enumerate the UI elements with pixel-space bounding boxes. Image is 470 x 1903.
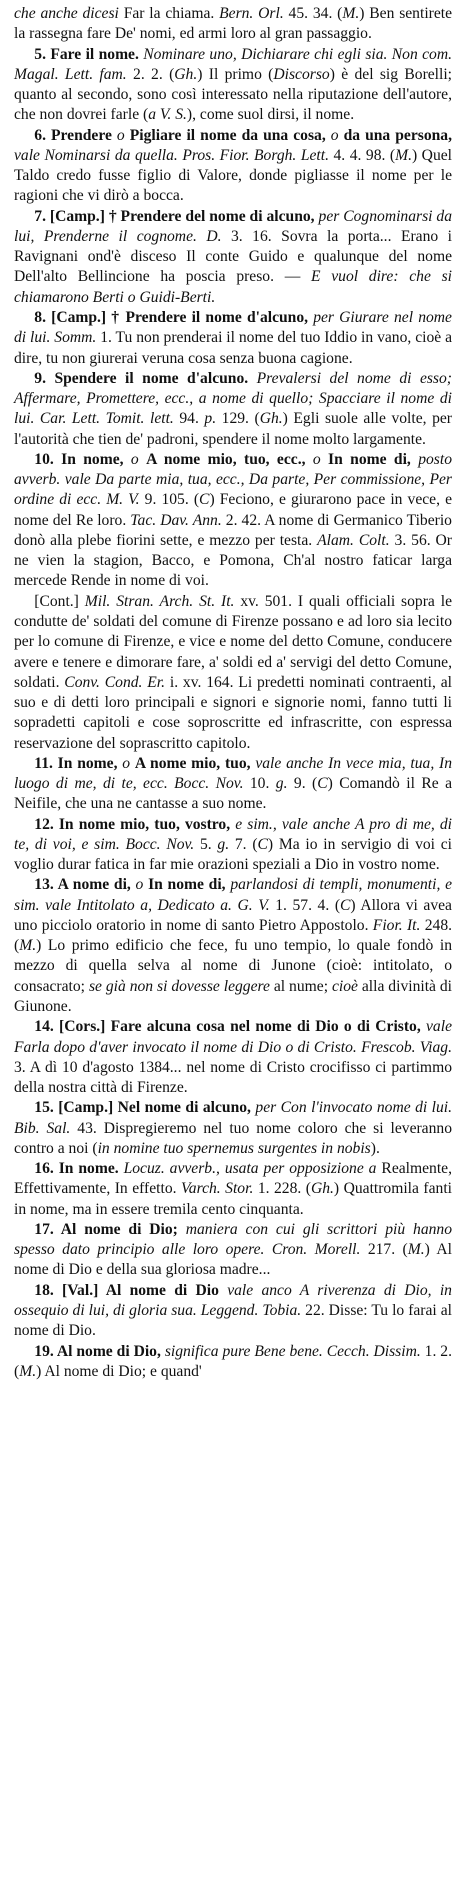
entry-headword: 17. Al nome di Dio; [34,1220,178,1238]
italic-text: vale anche In vece mia, tua, In luogo di me, di te, ecc. Bocc. Nov. [14,754,452,793]
entry-headword: 15. [Camp.] Nel nome di alcuno, [34,1099,251,1117]
body-text: 9. 105. ( [139,491,200,509]
body-text [219,1282,227,1299]
body-text: alla divinità di Giunone. [14,977,453,1016]
italic-text: E vuol dire: che si chiamarono Berti o Guidi-Berti. [14,268,452,306]
entry-headword: 8. [Camp.] † Prendere il nome d'alcuno, [34,308,309,326]
dictionary-entry [14,1281,452,1342]
body-text: 2. 2. ( [126,65,175,83]
dictionary-entry [14,754,452,815]
dictionary-entry [14,369,452,450]
body-text: 3. A dì 10 d'agosto 1384... nel nome di Cristo crocifisso ci partimmo della nostra città di Firenze. [14,1058,452,1097]
italic-text: parlandosi di templi, monumenti, e sim. vale Intitolato a, Dedicato a. G. V. [14,876,453,914]
body-text: 22. Disse: Tu lo farai al nome di Dio. [14,1302,452,1340]
italic-text: per Giurare nel nome di lui. Somm. [14,308,452,347]
italic-text: vale Farla dopo d'aver invocato il nome di Dio o di Cristo. Frescob. Viag. [14,1018,452,1056]
dictionary-entry [14,592,452,754]
italic-text: Prevalersi del nome di esso; Affermare, Promettere, ecc., a nome di quello; Spacciare il nome di lui. Car. Lett. Tomit. lett. [14,369,452,428]
body-text: 7. ( [229,835,258,853]
body-text: 3. 16. Sovra la porta... Erano i Ravignani ond'è disceso Il conte Guido e qualunque del nome Dell'alto Bellincione ha poscia preso. — [14,227,452,286]
italic-text: C [317,775,328,793]
body-text: al nume; [269,977,332,995]
italic-text: vale Nominarsi da quella. Pros. Fior. Borgh. Lett. [14,146,329,164]
body-text: 10. [243,775,276,793]
italic-text: Nominare uno, Dichiarare chi egli sia. Non com. Magal. Lett. fam. [14,45,453,83]
body-text: 94. [173,410,205,428]
body-text: ) è del sig Borelli; quanto al secondo, sono così interessato nella riputazione dell'autore, che non dovrei farle ( [14,65,453,124]
body-text: ) Quattromila fanti in nome, ma in essere tremila cento cinquanta. [14,1180,452,1218]
entry-headword: In nome di, [328,450,411,468]
italic-text: g. [275,775,288,793]
entry-headword: 16. In nome. [34,1160,119,1178]
italic-text: Gh. [174,65,198,83]
italic-text: se già non si dovesse leggere [88,977,270,995]
italic-text: Conv. Cond. Er. [64,673,166,691]
italic-text: Gh. [259,410,283,428]
dictionary-entry [14,1220,452,1281]
italic-text: cioè [331,977,358,995]
italic-text: che anche dicesi [14,5,119,22]
body-text: ) Ma io in servigio di voi ci voglio durar fatica in far mie orazioni speziali a Dio in vostro nome. [14,835,453,874]
entry-headword: 18. [Val.] Al nome di Dio [34,1281,219,1299]
italic-text: vale anco A riverenza di Dio, in ossequio di lui, di gloria sua. Leggend. Tobia. [14,1281,452,1319]
dictionary-entry [14,45,452,126]
body-text: ) Lo primo edificio che fece, fu uno tempio, lo quale fondò in mezzo di quella selva al nome di Junone (cioè: intitolato, o consacrato; [14,937,452,995]
italic-text: posto avverb. vale Da parte mia, tua, ecc., Da parte, Per commissione, Per ordine di ecc. M. V. [14,450,452,509]
dictionary-entry [14,875,452,1017]
italic-text: Fior. It. [372,916,421,934]
body-text: 1. 228. ( [253,1180,311,1198]
body-text: 45. 34. ( [283,5,343,22]
italic-text: p. [204,410,217,428]
body-text: ). [370,1139,380,1157]
italic-text: g. [217,835,230,853]
dictionary-entry [14,1159,452,1220]
entry-headword: 11. In nome, [34,754,118,772]
italic-text: Locuz. avverb., usata per opposizione a [123,1160,377,1178]
italic-text: o [117,754,135,772]
entry-headword: 9. Spendere il nome d'alcuno. [34,369,249,387]
italic-text: maniera con cui gli scrittori più hanno spesso dato principio alle loro opere. Cron. Morell. [14,1220,453,1259]
dictionary-entry [14,126,452,207]
body-text: 217. ( [360,1241,408,1259]
entry-headword: Pigliare il nome da una cosa, [129,126,326,144]
body-text: Realmente, Effettivamente, In effetto. [14,1160,452,1198]
italic-text: in nomine tuo spernemus surgentes in nobis [97,1139,371,1157]
body-text: ) Al nome di Dio e della sua gloriosa madre... [14,1241,452,1279]
entry-headword: 7. [Camp.] † Prendere del nome di alcuno, [34,207,315,225]
italic-text: per Cognominarsi da lui, Prenderne il cognome. D. [14,207,452,245]
italic-text: C [257,835,268,853]
italic-text: M. [19,937,37,955]
entry-headword: 13. A nome di, [34,876,131,894]
body-text: 1. Tu non prenderai il nome del tuo Iddio in vano, cioè a dire, tu non giurerai veruna cosa senza buona cagione. [14,329,452,367]
dictionary-entry [14,815,452,876]
dictionary-entry [14,308,452,369]
body-text: 248. ( [14,916,453,955]
body-text: 1. 2. ( [14,1342,452,1380]
italic-text: o [305,450,329,468]
entry-headword: 10. In nome, [34,450,124,468]
body-text: ) Quel Taldo credo fusse figlio di Valore, donde pigliasse il nome per le ragioni che vi dirò a bocca. [14,146,452,205]
dictionary-entry [14,1098,452,1159]
italic-text: o [123,450,147,468]
entry-continuation [14,4,452,45]
italic-text: M. [19,1362,37,1380]
body-text: i. xv. 164. Li predetti nominati contraenti, al suo e di detti loro principali e signori e signorie nomi, fanno tutti li sopradetti capitoli e cose soproscritte ed infrascritte, con espressa reservazione del soprascritto capitolo. [14,673,452,752]
italic-text: o [111,126,130,144]
body-text: 1. 57. 4. ( [269,896,341,914]
italic-text: M. [407,1241,425,1259]
italic-text: Varch. Stor. [181,1180,254,1198]
entry-headword: 14. [Cors.] Fare alcuna cosa nel nome di Dio o di Cristo, [34,1018,421,1036]
italic-text: e sim., vale anche A pro di me, di te, di voi, e sim. Bocc. Nov. [14,815,452,853]
body-text [178,1221,186,1238]
italic-text: Mil. Stran. Arch. St. It. [84,592,235,610]
italic-text: C [340,896,351,914]
italic-text: Bern. Orl. [219,5,284,22]
body-text: 5. [194,835,218,853]
body-text: ) Comandò il Re a Neifile, che una ne cantasse a suo nome. [14,775,452,813]
italic-text: Gh. [310,1180,334,1198]
body-text: ) Feciono, e giurarono pace in vece, e nome del Re loro. [14,491,453,529]
italic-text: per Con l'invocato nome di lui. Bib. Sal. [14,1099,453,1137]
body-text: 3. 56. Or ne vien la stagion, Bacco, e Pomona, Ch'al nostro faticar larga mercede Rende in nome di voi. [14,531,453,590]
italic-text: M. [342,5,360,22]
dictionary-entry [14,207,452,308]
dictionary-entry [14,1342,452,1383]
body-text: Far la chiama. [118,5,220,22]
entry-headword: 5. Fare il nome. [34,45,139,63]
italic-text: Discorso [273,65,330,83]
italic-text: M. [395,146,412,164]
entry-headword: In nome di, [148,876,226,894]
body-text: [Cont.] [34,592,85,610]
entry-headword: A nome mio, tuo, ecc., [146,450,306,468]
dictionary-entry [14,450,452,592]
italic-text: Tac. Dav. Ann. [130,511,222,529]
body-text: xv. 501. I quali officiali sopra le condutte de' soldati del comune di Firenze possano e ad loro sia lecito per lo comune di Firenze, e vice e nome del detto Comune, conducere avere e tenere e dimorare fare, a' soldi ed a' servigi del detto Comune, soldati. [14,592,452,691]
body-text: ) Egli suole alle volte, per l'autorità che tien de' padroni, spendere il nome molto largamente. [14,410,452,448]
body-text: ), come suol dirsi, il nome. [186,106,355,124]
body-text: 4. 4. 98. ( [328,146,396,164]
italic-text: C [199,491,210,509]
italic-text: a V. S. [148,106,187,124]
body-text: ) Ben sentirete la rassegna fare De' nomi, ed armi loro al gran passaggio. [14,5,453,43]
entry-headword: da una persona, [343,126,452,144]
italic-text: Alam. Colt. [317,531,390,549]
entry-headword: 19. Al nome di Dio, [34,1342,161,1360]
body-text: ) Allora vi avea uno picciolo oratorio in nome di santo Pietro Appostolo. [14,896,452,934]
body-text: 43. Dispregieremo nel tuo nome coloro che si leveranno contro a noi ( [14,1119,452,1157]
body-text [248,370,257,387]
italic-text: significa pure Bene bene. Cecch. Dissim. [164,1342,421,1360]
body-text: 9. ( [287,775,318,793]
body-text: 2. 42. A nome di Germanico Tiberio donò alla plebe fiorini sette, e mezzo per testa. [14,511,452,549]
italic-text: o [325,126,344,144]
italic-text: o [130,876,149,894]
entry-headword: 6. Prendere [34,126,112,144]
entry-headword: 12. In nome mio, tuo, vostro, [34,815,231,833]
entry-headword: A nome mio, tuo, [134,754,251,772]
body-text: 129. ( [216,410,260,428]
dictionary-entry [14,1017,452,1098]
body-text: ) Il primo ( [197,65,274,83]
body-text: ) Al nome di Dio; e quand' [36,1362,202,1380]
